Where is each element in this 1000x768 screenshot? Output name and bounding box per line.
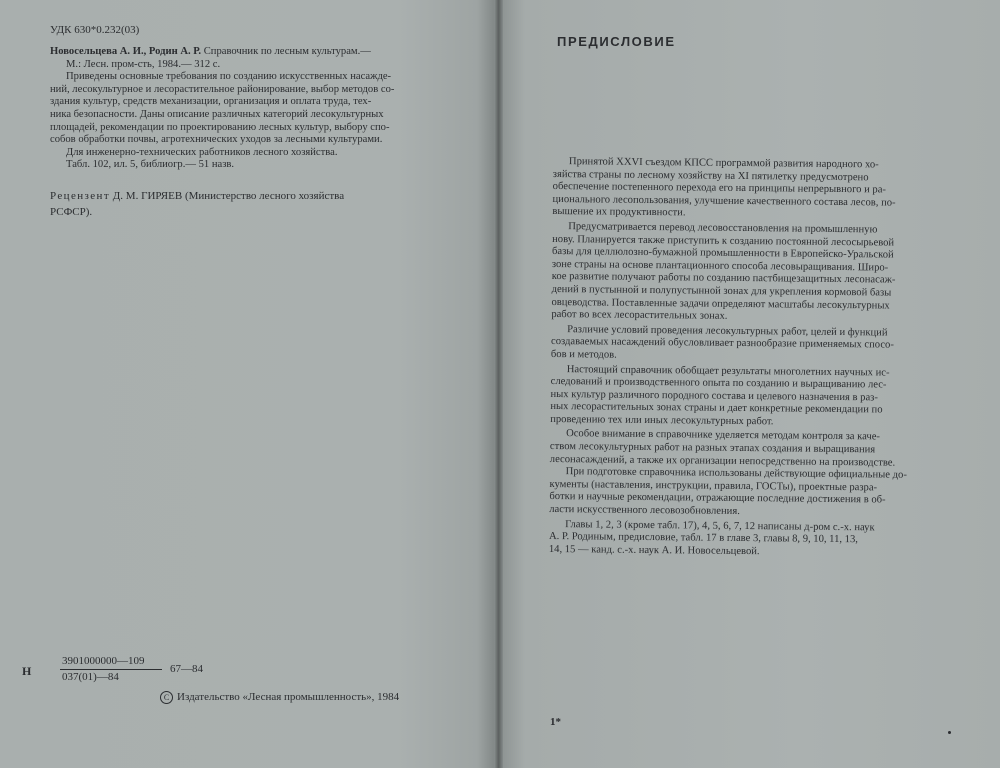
text-line: нову. Планируется также приступить к созданию постоянной лесосырьевой [552,233,895,249]
text-line: проведению тех или иных лесокультурных работ. [550,413,774,428]
paragraph [549,428,960,520]
publisher-line [160,691,399,704]
reviewer-label: Рецензент [50,190,111,202]
catalog-denominator: 037(01)—84 [62,671,119,683]
text-line: базы для целлюлозно-бумажной промышленности в Европейско-Уральской [551,246,894,261]
text-line: При подготовке справочника использованы действующие официальные до- [565,466,907,481]
left-page [0,0,497,768]
catalog-numerator: 3901000000—109 [62,655,145,667]
text-line: зоне страны на основе плантационного способа лесовыращивания. Широ- [551,258,889,274]
udc-code: УДК 630*0.232(03) [50,24,140,36]
annotation-line: ний, лесокультурное и лесорастительное районирование, выбор методов со- [50,83,395,95]
citation-line [50,46,470,59]
text-line: Предусматривается перевод лесовосстановления на промышленную [568,221,878,236]
citation-imprint: М.: Лесн. пром-сть, 1984.— 312 с. [66,58,221,70]
text-line: дений в пустынной и полупустынной зонах для укрепления кормовой базы [551,283,892,299]
annotation-line: Приведены основные требования по созданию искусственных насажде- [66,71,392,83]
paragraph [551,221,962,326]
citation-title: Справочник по лесным культурам.— [203,46,371,57]
text-line: следований и производственного опыта по созданию и выращиванию лес- [550,376,887,391]
text-line: обеспечение постепенного перехода его на принципы непрерывного и ра- [552,181,887,196]
text-line: ных культур различного породного состава и целевого назначения в раз- [550,388,878,404]
text-line: зяйства страны по лесному хозяйству на XI пятилетку предусмотрено [552,168,869,183]
book-spine-gutter [494,0,503,768]
fraction-bar [60,669,162,670]
annotation-line: собов обработки почвы, агротехнических уходов за лесными культурами. [50,134,383,146]
catalog-code: 67—84 [170,663,203,675]
text-line: создаваемых насаждений обусловливает разнообразие применяемых спосо- [550,336,894,351]
text-line: вышение их продуктивности. [552,206,686,219]
text-line: овцеводства. Поставленные задачи определяют масштабы лесокультурных [551,296,890,312]
annotation-line: площадей, рекомендации по проектированию лесных культур, выбору спо- [50,121,390,133]
text-line: кое развитие получают работы по созданию пастбищезащитных лесонасаж- [551,271,896,286]
reviewer-org-tail: РСФСР). [50,206,93,218]
preface-body [549,156,963,561]
book-stats: Табл. 102, ил. 5, библиогр.— 51 назв. [66,159,235,171]
text-line: ласти искусственного лесовозобновления. [549,504,740,518]
citation-authors: Новосельцева А. И., Родин А. Р. [50,46,202,57]
publisher-text: Издательство «Лесная промышленность», 1984 [177,691,400,704]
annotation-line: здания культур, средств механизации, организация и оплата труда, тех- [50,96,372,108]
text-line: работ во всех лесорастительных зонах. [551,309,728,322]
print-mark [948,731,951,734]
paragraph [551,324,961,366]
text-line: кументы (наставления, инструкции, правила, ГОСТы), проектные разра- [549,478,878,494]
text-line: А. Р. Родиным, предисловие, табл. 17 в главе 3, главы 8, 9, 10, 11, 13, [548,531,859,546]
paragraph [550,363,961,430]
paragraph [549,519,959,561]
reviewer-block [50,188,470,220]
audience-note: Для инженерно-технических работников лесного хозяйства. [66,146,338,158]
text-line: ционального лесопользования, улучшение качественного состава лесов, по- [552,193,896,209]
annotation-line: ника безопасности. Даны описание различных категорий лесокультурных [50,108,384,120]
text-line: ботки и научные рекомендации, отражающие последние достижения в об- [549,491,886,506]
text-line: лесонасаждений, а также их организации непосредственно на производстве. [549,453,896,469]
right-page [500,0,1000,768]
paragraph [552,156,963,223]
page-number: 1* [550,716,561,728]
bibliographic-annotation [50,46,470,172]
reviewer-name: Д. М. ГИРЯЕВ (Министерство лесного хозяйства [112,190,345,202]
text-line: Настоящий справочник обобщает результаты многолетних научных ис- [566,363,890,379]
text-line: бов и методов. [550,348,617,361]
text-line: Главы 1, 2, 3 (кроме табл. 17), 4, 5, 6, 7, 12 написаны д-ром с.-х. наук [565,518,875,534]
text-line: 14, 15 — канд. с.-х. наук А. И. Новосельцевой. [548,543,760,557]
text-line: ством лесокультурных работ на разных этапах создания и выращивания [549,441,876,456]
copyright-icon: C [160,691,173,704]
catalog-letter: Н [22,664,32,678]
text-line: Различие условий проведения лесокультурных работ, целей и функций [567,323,888,339]
text-line: Особое внимание в справочнике уделяется методам контроля за каче- [566,428,881,443]
text-line: ных лесорастительных зонах страны и дает конкретные рекомендации по [550,401,883,416]
text-line: Принятой XXVI съездом КПСС программой развития народного хо- [568,156,879,171]
page-heading: ПРЕДИСЛОВИЕ [557,34,676,49]
